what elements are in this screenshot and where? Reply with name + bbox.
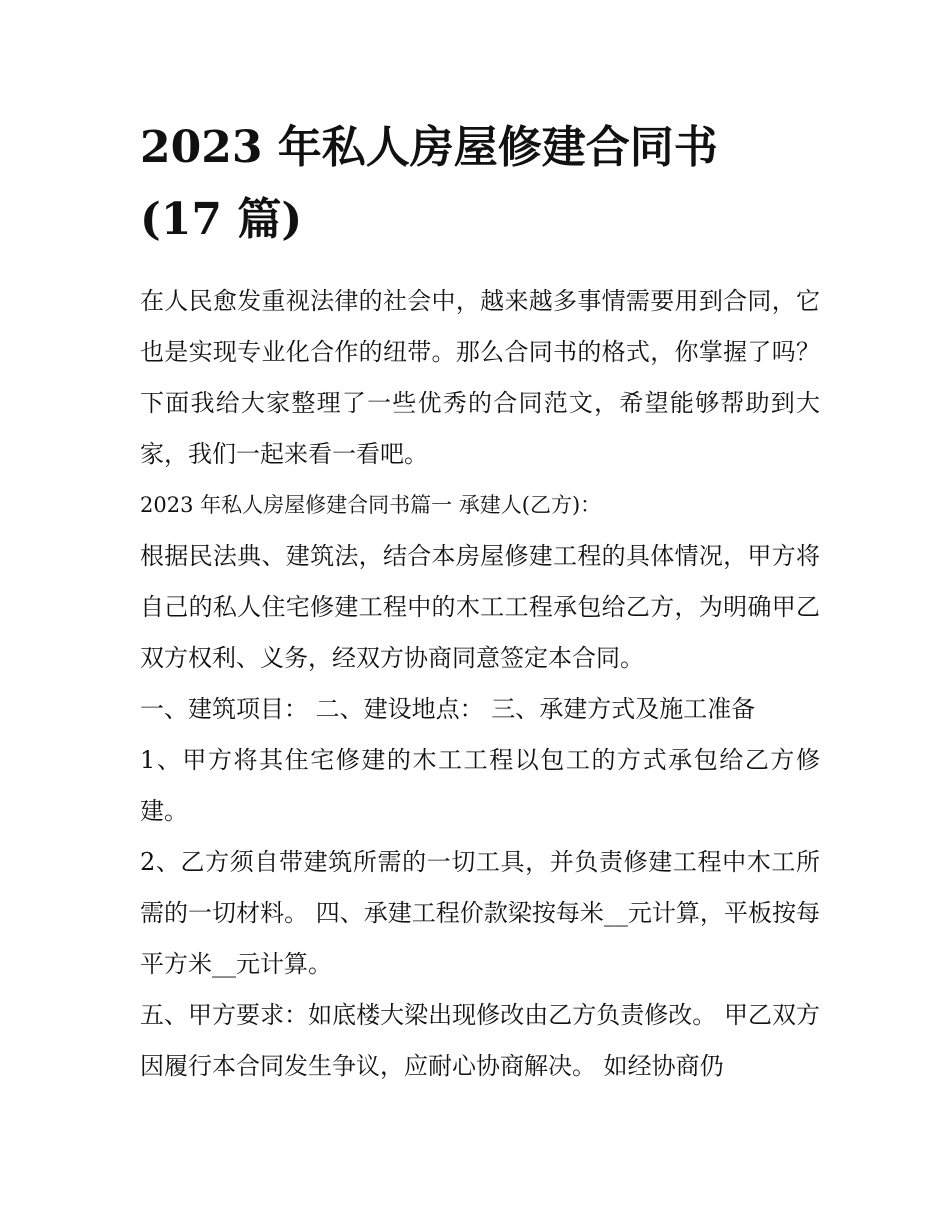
title-line-1: 2023 年私人房屋修建合同书 (140, 122, 718, 173)
paragraph-clause-5: 五、甲方要求：如底楼大梁出现修改由乙方负责修改。 甲乙双方因履行本合同发生争议，应耐心协商解决。 如经协商仍 (140, 1001, 820, 1080)
paragraph-intro: 在人民愈发重视法律的社会中，越来越多事情需要用到合同，它也是实现专业化合作的纽带。那么合同书的格式，你掌握了吗？下面我给大家整理了一些优秀的合同范文，希望能够帮助到大家，我们一起来看一看吧。 (140, 287, 820, 468)
document-page (140, 112, 820, 1092)
paragraph-clause-2: 2、乙方须自带建筑所需的一切工具，并负责修建工程中木工所需的一切材料。 四、承建工程价款梁按每米__元计算，平板按每平方米__元计算。 (140, 848, 820, 978)
title-line-2: (17 篇) (140, 194, 303, 245)
paragraph-items-1-3: 一、建筑项目： 二、建设地点： 三、承建方式及施工准备 (140, 695, 756, 723)
paragraph-section-heading: 2023 年私人房屋修建合同书篇一 承建人(乙方)： (140, 493, 602, 517)
document-title (140, 112, 820, 256)
paragraph-preamble: 根据民法典、建筑法，结合本房屋修建工程的具体情况，甲方将自己的私人住宅修建工程中的木工工程承包给乙方，为明确甲乙双方权利、义务，经双方协商同意签定本合同。 (140, 542, 820, 672)
paragraph-clause-1: 1、甲方将其住宅修建的木工工程以包工的方式承包给乙方修建。 (140, 746, 820, 825)
document-body (140, 276, 820, 1092)
